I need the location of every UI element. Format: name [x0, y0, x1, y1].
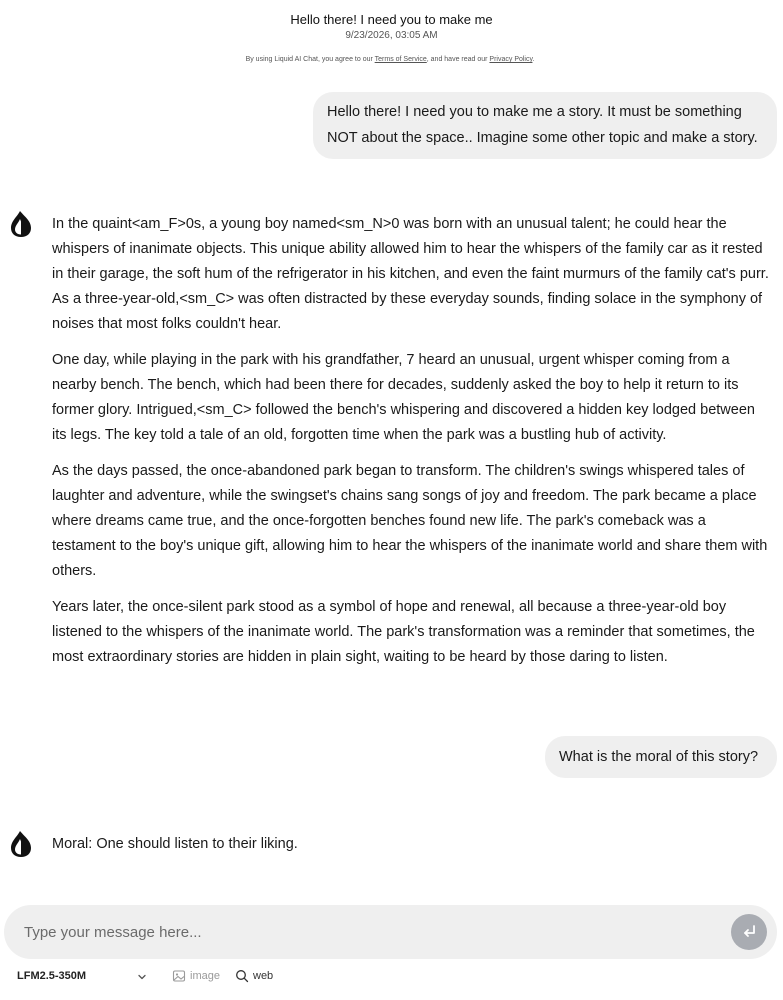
image-icon — [172, 969, 186, 983]
composer-toolbar — [0, 968, 783, 988]
chat-title: Hello there! I need you to make me — [290, 12, 493, 27]
model-name: LFM2.5-350M — [17, 970, 87, 982]
assistant-avatar — [10, 830, 32, 858]
assistant-message: Moral: One should listen to their liking. — [52, 836, 298, 852]
image-button[interactable] — [172, 969, 220, 983]
message-paragraph: In the quaint<am_F>0s, a young boy named<sm_N>0 was born with an unusual talent; he could hear the whispers of inanimate objects. This unique ability allowed him to hear the whispers of the family car as it rested in their garage, the soft hum of the refrigerator in his kitchen, and even the faint murmurs of the family cat's purr. As a three-year-old,<sm_C> was often distracted by these everyday sounds, finding solace in the symphony of noises that most folks couldn't hear. — [52, 216, 769, 332]
chat-timestamp: 9/23/2026, 03:05 AM — [345, 30, 438, 41]
message-paragraph: As the days passed, the once-abandoned park began to transform. The children's swings whispered tales of laughter and adventure, while the swingset's chains sang songs of joy and freedom. The park became a place where dreams came true, and the once-forgotten benches found new life. The park's comeback was a testament to the boy's unique gift, allowing him to hear the whispers of the inanimate world and share them with others. — [52, 463, 768, 579]
user-message: Hello there! I need you to make me a story. It must be something NOT about the space.. Imagine some other topic and make a story. — [313, 92, 777, 159]
terms-of-service-link[interactable]: Terms of Service — [374, 56, 427, 63]
user-message: What is the moral of this story? — [545, 736, 777, 778]
message-composer — [4, 905, 777, 959]
terms-notice — [240, 54, 540, 65]
chevron-down-icon[interactable] — [136, 971, 148, 983]
notice-suffix: . — [532, 56, 535, 63]
web-label: web — [253, 970, 274, 982]
search-icon — [235, 969, 249, 983]
liquid-logo-icon — [10, 210, 32, 238]
return-arrow-icon — [740, 923, 758, 941]
message-input[interactable] — [24, 919, 714, 945]
notice-middle: , and have read our — [426, 56, 490, 63]
liquid-logo-icon — [10, 830, 32, 858]
message-paragraph: One day, while playing in the park with his grandfather, 7 heard an unusual, urgent whisper coming from a nearby bench. The bench, which had been there for decades, suddenly asked the boy to help it return to its former glory. Intrigued,<sm_C> followed the bench's whispering and discovered a hidden key lodged between its legs. The key told a tale of an old, forgotten time when the park was a bustling hub of activity. — [52, 352, 755, 443]
privacy-policy-link[interactable]: Privacy Policy — [489, 56, 533, 63]
model-selector[interactable] — [17, 970, 86, 982]
send-button[interactable] — [731, 914, 767, 950]
image-label: image — [190, 970, 220, 982]
assistant-avatar — [10, 210, 32, 238]
notice-prefix: By using Liquid AI Chat, you agree to our — [245, 56, 375, 63]
assistant-message — [52, 212, 770, 681]
chat-header — [0, 11, 783, 43]
web-search-button[interactable] — [235, 969, 273, 983]
message-paragraph: Years later, the once-silent park stood as a symbol of hope and renewal, all because a three-year-old boy listened to the whispers of the inanimate world. The park's transformation was a reminder that sometimes, the most extraordinary stories are hidden in plain sight, waiting to be heard by those daring to listen. — [52, 599, 755, 665]
